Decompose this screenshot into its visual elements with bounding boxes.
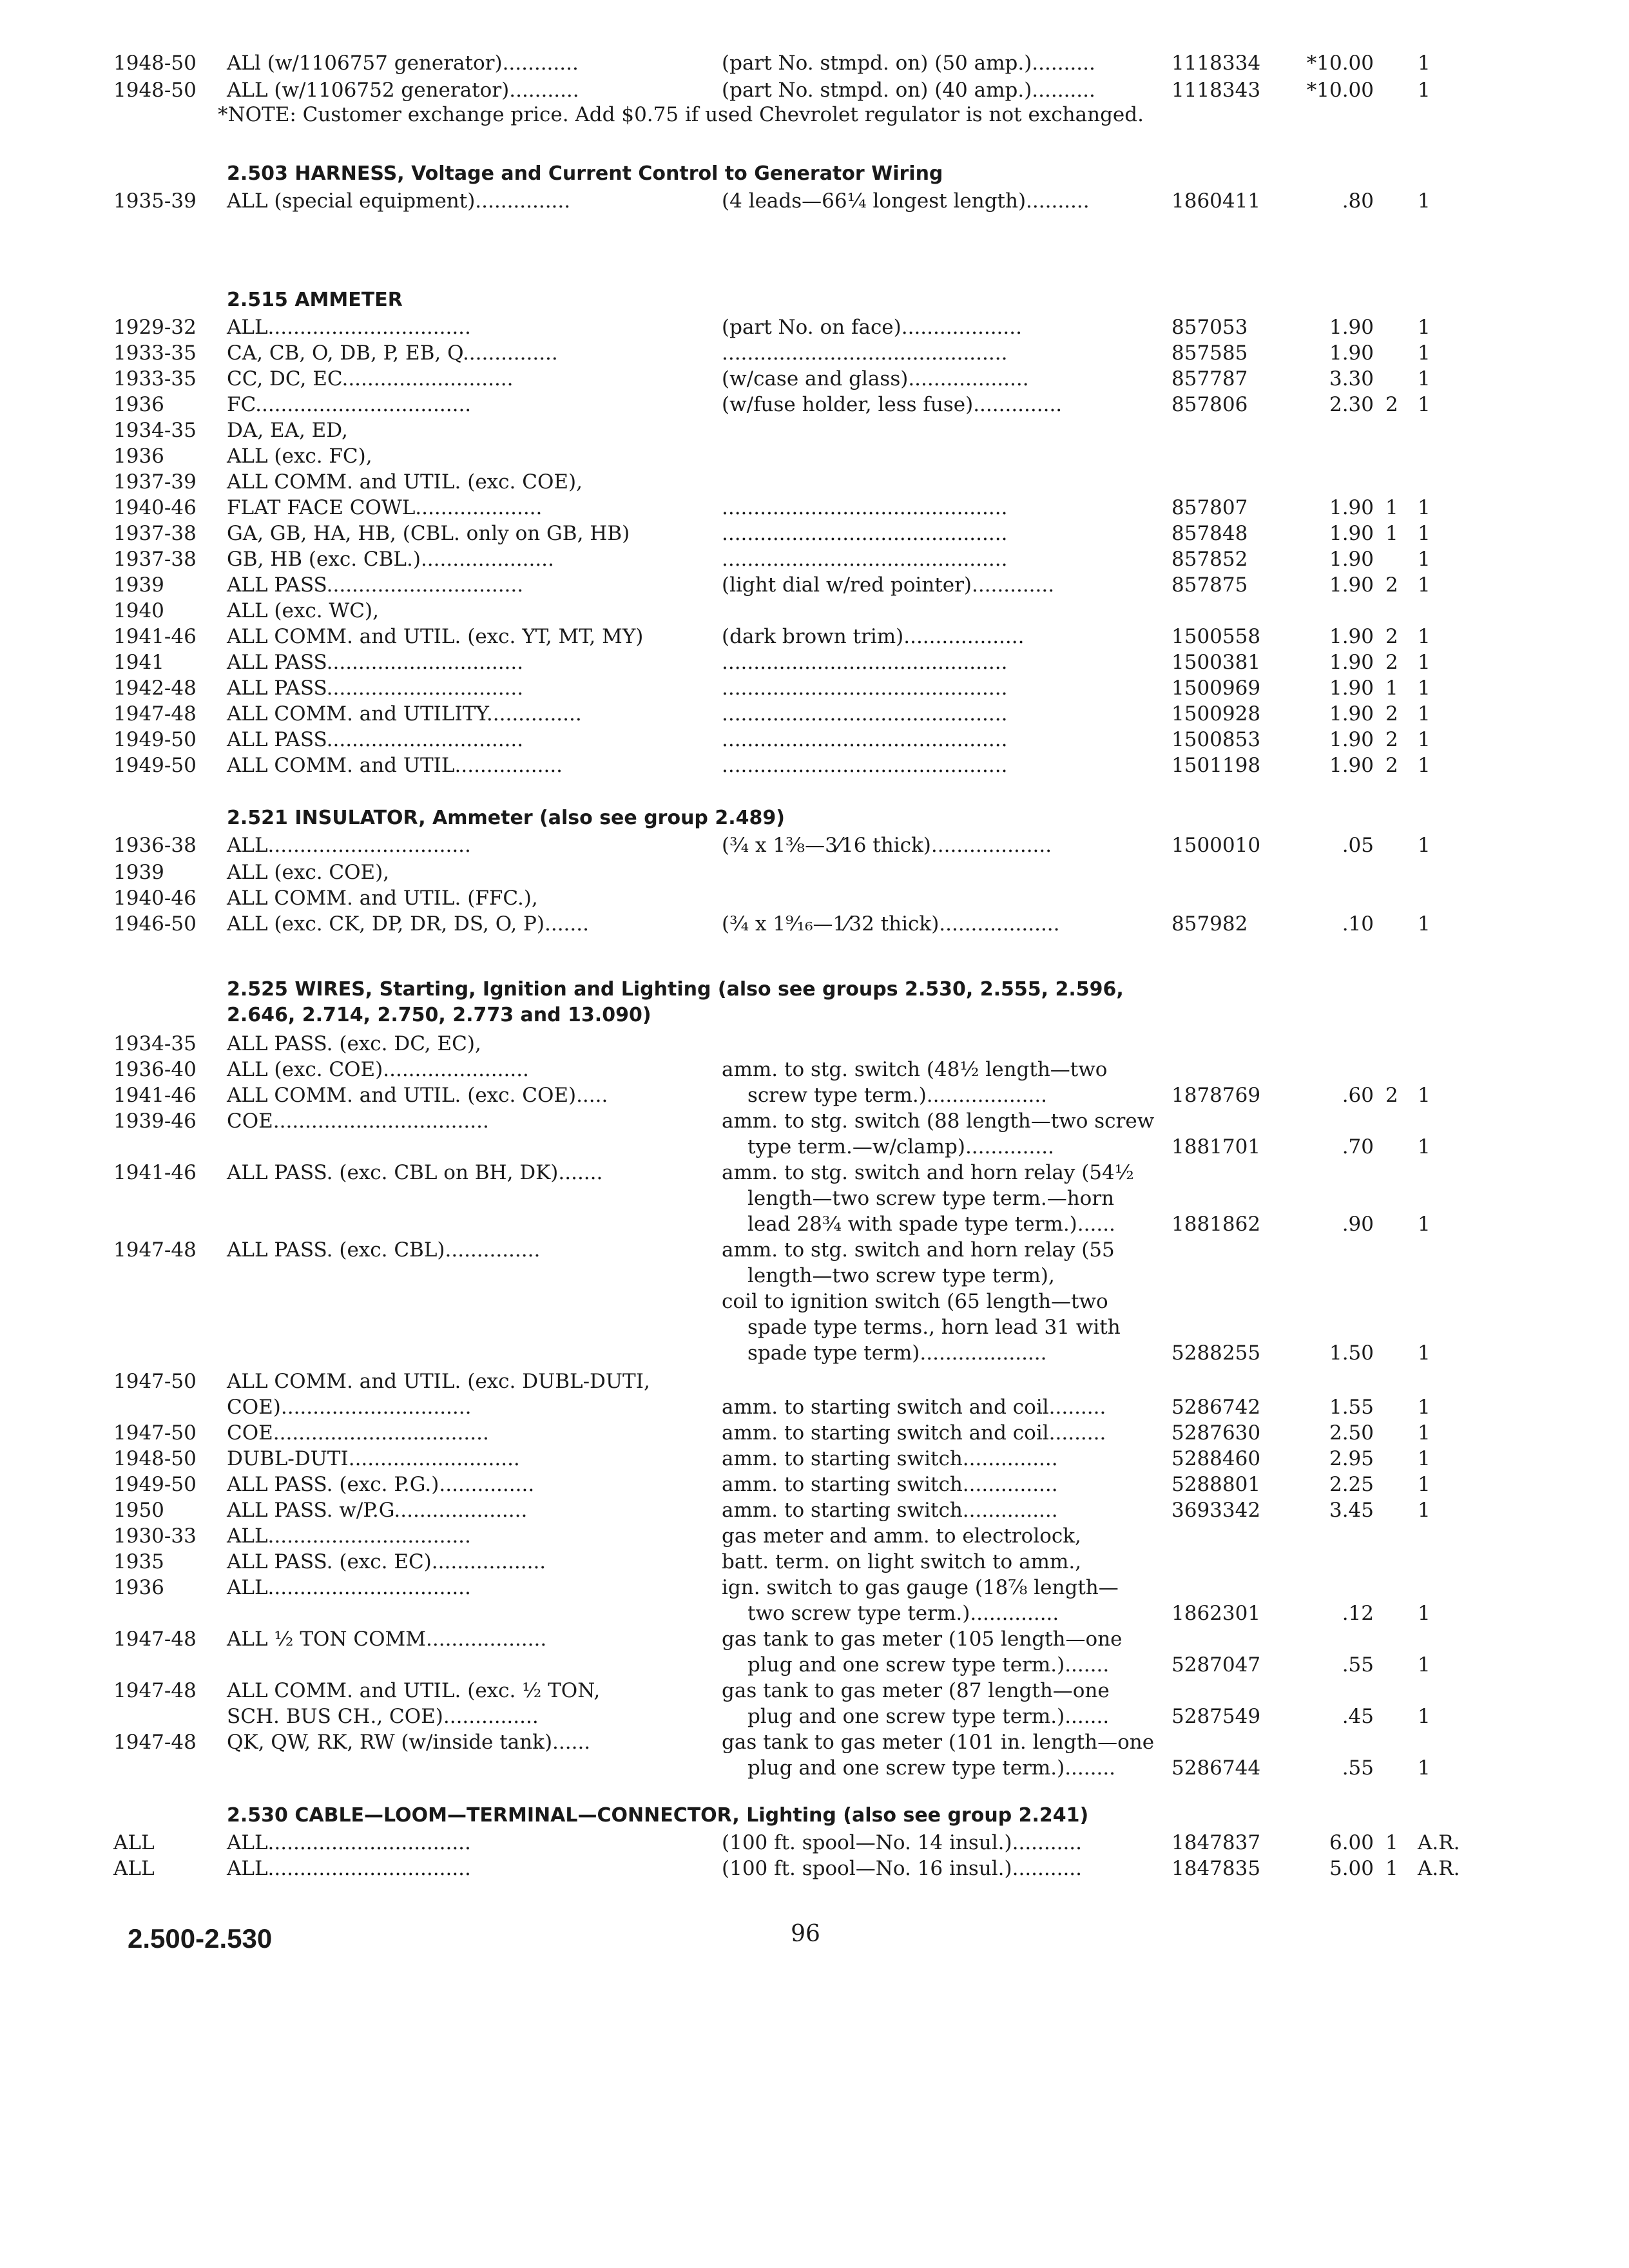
model-years: 1941-46 (113, 1161, 197, 1184)
model-applicability: COE.................................. (227, 1110, 489, 1133)
part-description: amm. to starting switch............... (722, 1499, 1058, 1522)
model-applicability: ALL (w/1106752 generator)........... (227, 79, 579, 102)
model-applicability: ALL................................ (227, 834, 471, 857)
list-price: 2.30 (1329, 393, 1374, 416)
model-applicability: COE.................................. (227, 1421, 489, 1445)
quantity-column-a: 2 (1385, 1084, 1398, 1107)
quantity-column-b: 1 (1418, 189, 1431, 213)
group-heading: 2.525 WIRES, Starting, Ignition and Lighting (also see groups 2.530, 2.555, 2.596, (227, 978, 1124, 1001)
model-years: 1947-48 (113, 1731, 197, 1754)
quantity-column-b: 1 (1418, 834, 1431, 857)
part-description: amm. to starting switch............... (722, 1473, 1058, 1496)
list-price: .45 (1342, 1705, 1374, 1728)
model-years: 1948-50 (113, 52, 197, 75)
model-years: 1935 (113, 1550, 164, 1573)
model-applicability: ALL (special equipment)............... (227, 189, 571, 213)
part-description-continued: type term.—w/clamp).............. (747, 1135, 1054, 1158)
list-price: 3.30 (1329, 367, 1374, 390)
group-heading: 2.515 AMMETER (227, 289, 403, 311)
part-description-continued: length—two screw type term.—horn (747, 1187, 1115, 1210)
model-years: 1941 (113, 651, 164, 674)
quantity-column-b: 1 (1418, 79, 1431, 102)
list-price: *10.00 (1306, 79, 1374, 102)
model-applicability: ALL PASS. (exc. EC).................. (227, 1550, 546, 1573)
model-years: 1940 (113, 599, 164, 622)
part-description-continued: plug and one screw type term.)....... (747, 1653, 1110, 1677)
model-years: 1947-50 (113, 1421, 197, 1445)
part-description: ............................................. (722, 677, 1008, 700)
model-years: 1936 (113, 445, 164, 468)
group-heading: 2.646, 2.714, 2.750, 2.773 and 13.090) (227, 1004, 651, 1026)
part-description: amm. to stg. switch and horn relay (54½ (722, 1161, 1134, 1184)
part-description: (4 leads—66¼ longest length).......... (722, 189, 1090, 213)
model-years: 1949-50 (113, 754, 197, 777)
quantity-column-a: 2 (1385, 625, 1398, 648)
quantity-column-b: 1 (1418, 522, 1431, 545)
model-applicability: CC, DC, EC........................... (227, 367, 514, 390)
part-description: amm. to starting switch and coil......... (722, 1396, 1106, 1419)
model-years: 1933-35 (113, 367, 197, 390)
model-years: 1950 (113, 1499, 164, 1522)
quantity-column-b: 1 (1418, 316, 1431, 339)
part-description: (light dial w/red pointer)............. (722, 573, 1055, 597)
list-price: 1.90 (1329, 522, 1374, 545)
part-description: amm. to stg. switch (88 length—two screw (722, 1110, 1155, 1133)
model-years: 1936-40 (113, 1058, 197, 1081)
model-years: 1948-50 (113, 1447, 197, 1470)
quantity-column-a: 2 (1385, 393, 1398, 416)
list-price: 1.50 (1329, 1341, 1374, 1365)
model-applicability: DUBL-DUTI........................... (227, 1447, 520, 1470)
model-years: 1929-32 (113, 316, 197, 339)
quantity-column-b: 1 (1418, 1473, 1431, 1496)
model-years: 1947-48 (113, 1628, 197, 1651)
list-price: .12 (1342, 1602, 1374, 1625)
model-applicability: ALL COMM. and UTIL................. (227, 754, 563, 777)
part-description-continued: two screw type term.).............. (747, 1602, 1059, 1625)
model-applicability: DA, EA, ED, (227, 419, 348, 442)
quantity-column-b: 1 (1418, 912, 1431, 936)
list-price: 5.00 (1329, 1857, 1374, 1880)
part-number: 1881701 (1171, 1135, 1261, 1158)
quantity-column-b: 1 (1418, 651, 1431, 674)
part-description: amm. to starting switch and coil......... (722, 1421, 1106, 1445)
model-applicability: GA, GB, HA, HB, (CBL. only on GB, HB) (227, 522, 630, 545)
list-price: 2.25 (1329, 1473, 1374, 1496)
part-number: 857585 (1171, 341, 1248, 365)
model-applicability: ALL................................ (227, 1857, 471, 1880)
part-description: gas meter and amm. to electrolock, (722, 1524, 1081, 1548)
model-years: 1940-46 (113, 496, 197, 519)
model-applicability: ALL................................ (227, 1576, 471, 1599)
part-number: 1847837 (1171, 1831, 1261, 1854)
part-description-continued: screw type term.)................... (747, 1084, 1048, 1107)
list-price: 1.90 (1329, 316, 1374, 339)
quantity-column-a: 1 (1385, 522, 1398, 545)
list-price: 2.50 (1329, 1421, 1374, 1445)
model-applicability: ALL PASS. (exc. CBL on BH, DK)....... (227, 1161, 603, 1184)
quantity-column-a: 2 (1385, 728, 1398, 751)
model-applicability: ALL (exc. CK, DP, DR, DS, O, P)....... (227, 912, 589, 936)
part-description: ign. switch to gas gauge (18⅞ length— (722, 1576, 1119, 1599)
part-description: coil to ignition switch (65 length—two (722, 1290, 1108, 1313)
quantity-column-b: 1 (1418, 728, 1431, 751)
quantity-column-b: 1 (1418, 1341, 1431, 1365)
quantity-column-a: 2 (1385, 651, 1398, 674)
model-years: 1941-46 (113, 1084, 197, 1107)
model-applicability: COE).............................. (227, 1396, 472, 1419)
part-number: 3693342 (1171, 1499, 1261, 1522)
model-applicability: ALl (w/1106757 generator)............ (227, 52, 579, 75)
model-years: 1947-48 (113, 1679, 197, 1702)
model-applicability: ALL PASS............................... (227, 573, 524, 597)
part-description: amm. to stg. switch (48½ length—two (722, 1058, 1108, 1081)
model-years: ALL (113, 1831, 155, 1854)
part-description: ............................................. (722, 728, 1008, 751)
part-description: ............................................. (722, 702, 1008, 726)
part-number: 5287630 (1171, 1421, 1261, 1445)
quantity-column-b: 1 (1418, 1653, 1431, 1677)
part-number: 857053 (1171, 316, 1248, 339)
model-years: 1934-35 (113, 1032, 197, 1055)
part-number: 1878769 (1171, 1084, 1261, 1107)
part-description: (100 ft. spool—No. 14 insul.)........... (722, 1831, 1083, 1854)
list-price: 1.90 (1329, 548, 1374, 571)
part-description-continued: spade type term).................... (747, 1341, 1047, 1365)
model-applicability: ALL PASS. (exc. P.G.)............... (227, 1473, 535, 1496)
quantity-column-b: 1 (1418, 1602, 1431, 1625)
part-number: 5288255 (1171, 1341, 1261, 1365)
part-description: gas tank to gas meter (87 length—one (722, 1679, 1110, 1702)
part-number: 1501198 (1171, 754, 1261, 777)
part-number: 857982 (1171, 912, 1248, 936)
part-description: amm. to starting switch............... (722, 1447, 1058, 1470)
part-description: ............................................. (722, 496, 1008, 519)
model-applicability: ALL COMM. and UTIL. (exc. ½ TON, (227, 1679, 601, 1702)
model-applicability: SCH. BUS CH., COE)............... (227, 1705, 539, 1728)
list-price: 2.95 (1329, 1447, 1374, 1470)
model-applicability: ALL PASS. (exc. CBL)............... (227, 1238, 541, 1262)
model-applicability: ALL ½ TON COMM................... (227, 1628, 547, 1651)
part-description: ............................................. (722, 522, 1008, 545)
part-description: ............................................. (722, 754, 1008, 777)
part-description-continued: spade type terms., horn lead 31 with (747, 1316, 1121, 1339)
part-description: (¾ x 1⁹⁄₁₆—1⁄32 thick)................... (722, 912, 1060, 936)
part-description: (w/fuse holder, less fuse).............. (722, 393, 1063, 416)
part-number: 1500558 (1171, 625, 1261, 648)
list-price: 6.00 (1329, 1831, 1374, 1854)
part-number: 5286742 (1171, 1396, 1261, 1419)
part-number: 857807 (1171, 496, 1248, 519)
section-range-footer: 2.500-2.530 (128, 1923, 273, 1954)
model-applicability: ALL PASS............................... (227, 728, 524, 751)
part-number: 5288801 (1171, 1473, 1261, 1496)
quantity-column-b: 1 (1418, 1421, 1431, 1445)
list-price: 1.90 (1329, 573, 1374, 597)
part-number: 1500010 (1171, 834, 1261, 857)
quantity-column-b: 1 (1418, 496, 1431, 519)
quantity-column-b: 1 (1418, 573, 1431, 597)
part-description: (¾ x 1⅜—3⁄16 thick)................... (722, 834, 1052, 857)
group-heading: 2.503 HARNESS, Voltage and Current Control to Generator Wiring (227, 162, 943, 185)
part-description: (part No. stmpd. on) (50 amp.).......... (722, 52, 1095, 75)
part-description-continued: length—two screw type term), (747, 1264, 1055, 1287)
part-description: (w/case and glass)................... (722, 367, 1029, 390)
model-years: 1939 (113, 861, 164, 884)
part-number: 5287549 (1171, 1705, 1261, 1728)
part-description: ............................................. (722, 548, 1008, 571)
model-years: 1939-46 (113, 1110, 197, 1133)
quantity-column-b: A.R. (1418, 1831, 1460, 1854)
customer-exchange-note: *NOTE: Customer exchange price. Add $0.75 if used Chevrolet regulator is not exchanged. (218, 103, 1144, 126)
part-description: gas tank to gas meter (105 length—one (722, 1628, 1123, 1651)
model-applicability: ALL................................ (227, 316, 471, 339)
quantity-column-b: 1 (1418, 548, 1431, 571)
model-applicability: QK, QW, RK, RW (w/inside tank)...... (227, 1731, 591, 1754)
model-years: 1949-50 (113, 728, 197, 751)
model-applicability: ALL COMM. and UTIL. (exc. COE)..... (227, 1084, 608, 1107)
model-years: 1939 (113, 573, 164, 597)
part-number: 857852 (1171, 548, 1248, 571)
list-price: 1.90 (1329, 651, 1374, 674)
model-years: 1937-39 (113, 470, 197, 494)
list-price: 3.45 (1329, 1499, 1374, 1522)
quantity-column-b: 1 (1418, 1447, 1431, 1470)
list-price: 1.55 (1329, 1396, 1374, 1419)
part-description-continued: lead 28¾ with spade type term.)...... (747, 1213, 1115, 1236)
part-description: (part No. on face)................... (722, 316, 1022, 339)
part-description: ............................................. (722, 341, 1008, 365)
model-applicability: ALL COMM. and UTILITY............... (227, 702, 582, 726)
quantity-column-a: 1 (1385, 677, 1398, 700)
list-price: 1.90 (1329, 754, 1374, 777)
list-price: 1.90 (1329, 496, 1374, 519)
list-price: .55 (1342, 1653, 1374, 1677)
part-number: 1500928 (1171, 702, 1261, 726)
model-years: 1930-33 (113, 1524, 197, 1548)
quantity-column-b: 1 (1418, 367, 1431, 390)
part-number: 1847835 (1171, 1857, 1261, 1880)
part-number: 857787 (1171, 367, 1248, 390)
model-applicability: ALL PASS............................... (227, 677, 524, 700)
quantity-column-b: 1 (1418, 1756, 1431, 1780)
model-applicability: ALL................................ (227, 1831, 471, 1854)
list-price: 1.90 (1329, 728, 1374, 751)
quantity-column-a: 1 (1385, 496, 1398, 519)
part-description: amm. to stg. switch and horn relay (55 (722, 1238, 1115, 1262)
part-number: 1118334 (1171, 52, 1261, 75)
model-years: 1942-48 (113, 677, 197, 700)
model-years: 1937-38 (113, 548, 197, 571)
part-number: 857875 (1171, 573, 1248, 597)
model-years: 1936 (113, 1576, 164, 1599)
part-number: 857806 (1171, 393, 1248, 416)
quantity-column-b: 1 (1418, 1213, 1431, 1236)
model-applicability: ALL (exc. WC), (227, 599, 379, 622)
page-number: 96 (791, 1921, 820, 1947)
quantity-column-b: 1 (1418, 393, 1431, 416)
quantity-column-a: 2 (1385, 573, 1398, 597)
model-years: 1936-38 (113, 834, 197, 857)
quantity-column-b: 1 (1418, 754, 1431, 777)
model-years: 1940-46 (113, 887, 197, 910)
list-price: *10.00 (1306, 52, 1374, 75)
list-price: .60 (1342, 1084, 1374, 1107)
quantity-column-b: 1 (1418, 702, 1431, 726)
part-description: ............................................. (722, 651, 1008, 674)
list-price: .10 (1342, 912, 1374, 936)
model-years: 1946-50 (113, 912, 197, 936)
list-price: 1.90 (1329, 625, 1374, 648)
list-price: 1.90 (1329, 341, 1374, 365)
list-price: .90 (1342, 1213, 1374, 1236)
model-applicability: ALL (exc. COE)....................... (227, 1058, 529, 1081)
model-years: 1936 (113, 393, 164, 416)
model-years: 1947-50 (113, 1370, 197, 1393)
quantity-column-b: 1 (1418, 625, 1431, 648)
quantity-column-b: 1 (1418, 1135, 1431, 1158)
quantity-column-a: 1 (1385, 1857, 1398, 1880)
model-applicability: FC.................................. (227, 393, 472, 416)
list-price: .80 (1342, 189, 1374, 213)
part-description: gas tank to gas meter (101 in. length—one (722, 1731, 1155, 1754)
model-years: 1948-50 (113, 79, 197, 102)
quantity-column-b: 1 (1418, 341, 1431, 365)
quantity-column-b: 1 (1418, 1705, 1431, 1728)
group-heading: 2.530 CABLE—LOOM—TERMINAL—CONNECTOR, Lighting (also see group 2.241) (227, 1804, 1089, 1827)
quantity-column-b: 1 (1418, 52, 1431, 75)
part-number: 5287047 (1171, 1653, 1261, 1677)
model-years: 1947-48 (113, 702, 197, 726)
part-number: 1118343 (1171, 79, 1261, 102)
model-years: 1947-48 (113, 1238, 197, 1262)
part-description: (100 ft. spool—No. 16 insul.)........... (722, 1857, 1083, 1880)
group-heading: 2.521 INSULATOR, Ammeter (also see group 2.489) (227, 807, 785, 829)
part-number: 5288460 (1171, 1447, 1261, 1470)
quantity-column-b: 1 (1418, 677, 1431, 700)
quantity-column-b: A.R. (1418, 1857, 1460, 1880)
part-number: 1860411 (1171, 189, 1261, 213)
model-years: ALL (113, 1857, 155, 1880)
model-years: 1941-46 (113, 625, 197, 648)
model-applicability: ALL (exc. FC), (227, 445, 372, 468)
model-applicability: ALL PASS............................... (227, 651, 524, 674)
part-description: (part No. stmpd. on) (40 amp.).......... (722, 79, 1095, 102)
list-price: .05 (1342, 834, 1374, 857)
model-years: 1935-39 (113, 189, 197, 213)
list-price: .55 (1342, 1756, 1374, 1780)
quantity-column-b: 1 (1418, 1084, 1431, 1107)
model-applicability: ALL COMM. and UTIL. (exc. COE), (227, 470, 583, 494)
part-number: 1500381 (1171, 651, 1261, 674)
model-years: 1937-38 (113, 522, 197, 545)
part-description-continued: plug and one screw type term.)........ (747, 1756, 1116, 1780)
model-applicability: CA, CB, O, DB, P, EB, Q............... (227, 341, 558, 365)
part-number: 857848 (1171, 522, 1248, 545)
model-applicability: ALL (exc. COE), (227, 861, 390, 884)
part-number: 1881862 (1171, 1213, 1261, 1236)
quantity-column-a: 2 (1385, 702, 1398, 726)
model-applicability: ALL PASS. (exc. DC, EC), (227, 1032, 481, 1055)
part-description-continued: plug and one screw type term.)....... (747, 1705, 1110, 1728)
part-number: 5286744 (1171, 1756, 1261, 1780)
model-years: 1949-50 (113, 1473, 197, 1496)
model-applicability: ALL COMM. and UTIL. (FFC.), (227, 887, 538, 910)
part-number: 1500853 (1171, 728, 1261, 751)
model-applicability: GB, HB (exc. CBL.)..................... (227, 548, 554, 571)
part-number: 1862301 (1171, 1602, 1261, 1625)
part-description: (dark brown trim)................... (722, 625, 1025, 648)
model-applicability: ALL PASS. w/P.G..................... (227, 1499, 528, 1522)
model-years: 1933-35 (113, 341, 197, 365)
model-applicability: FLAT FACE COWL.................... (227, 496, 543, 519)
part-number: 1500969 (1171, 677, 1261, 700)
quantity-column-b: 1 (1418, 1499, 1431, 1522)
part-description: batt. term. on light switch to amm., (722, 1550, 1082, 1573)
model-applicability: ALL................................ (227, 1524, 471, 1548)
quantity-column-a: 1 (1385, 1831, 1398, 1854)
quantity-column-a: 2 (1385, 754, 1398, 777)
model-applicability: ALL COMM. and UTIL. (exc. YT, MT, MY) (227, 625, 644, 648)
model-years: 1934-35 (113, 419, 197, 442)
list-price: .70 (1342, 1135, 1374, 1158)
list-price: 1.90 (1329, 677, 1374, 700)
list-price: 1.90 (1329, 702, 1374, 726)
quantity-column-b: 1 (1418, 1396, 1431, 1419)
model-applicability: ALL COMM. and UTIL. (exc. DUBL-DUTI, (227, 1370, 650, 1393)
